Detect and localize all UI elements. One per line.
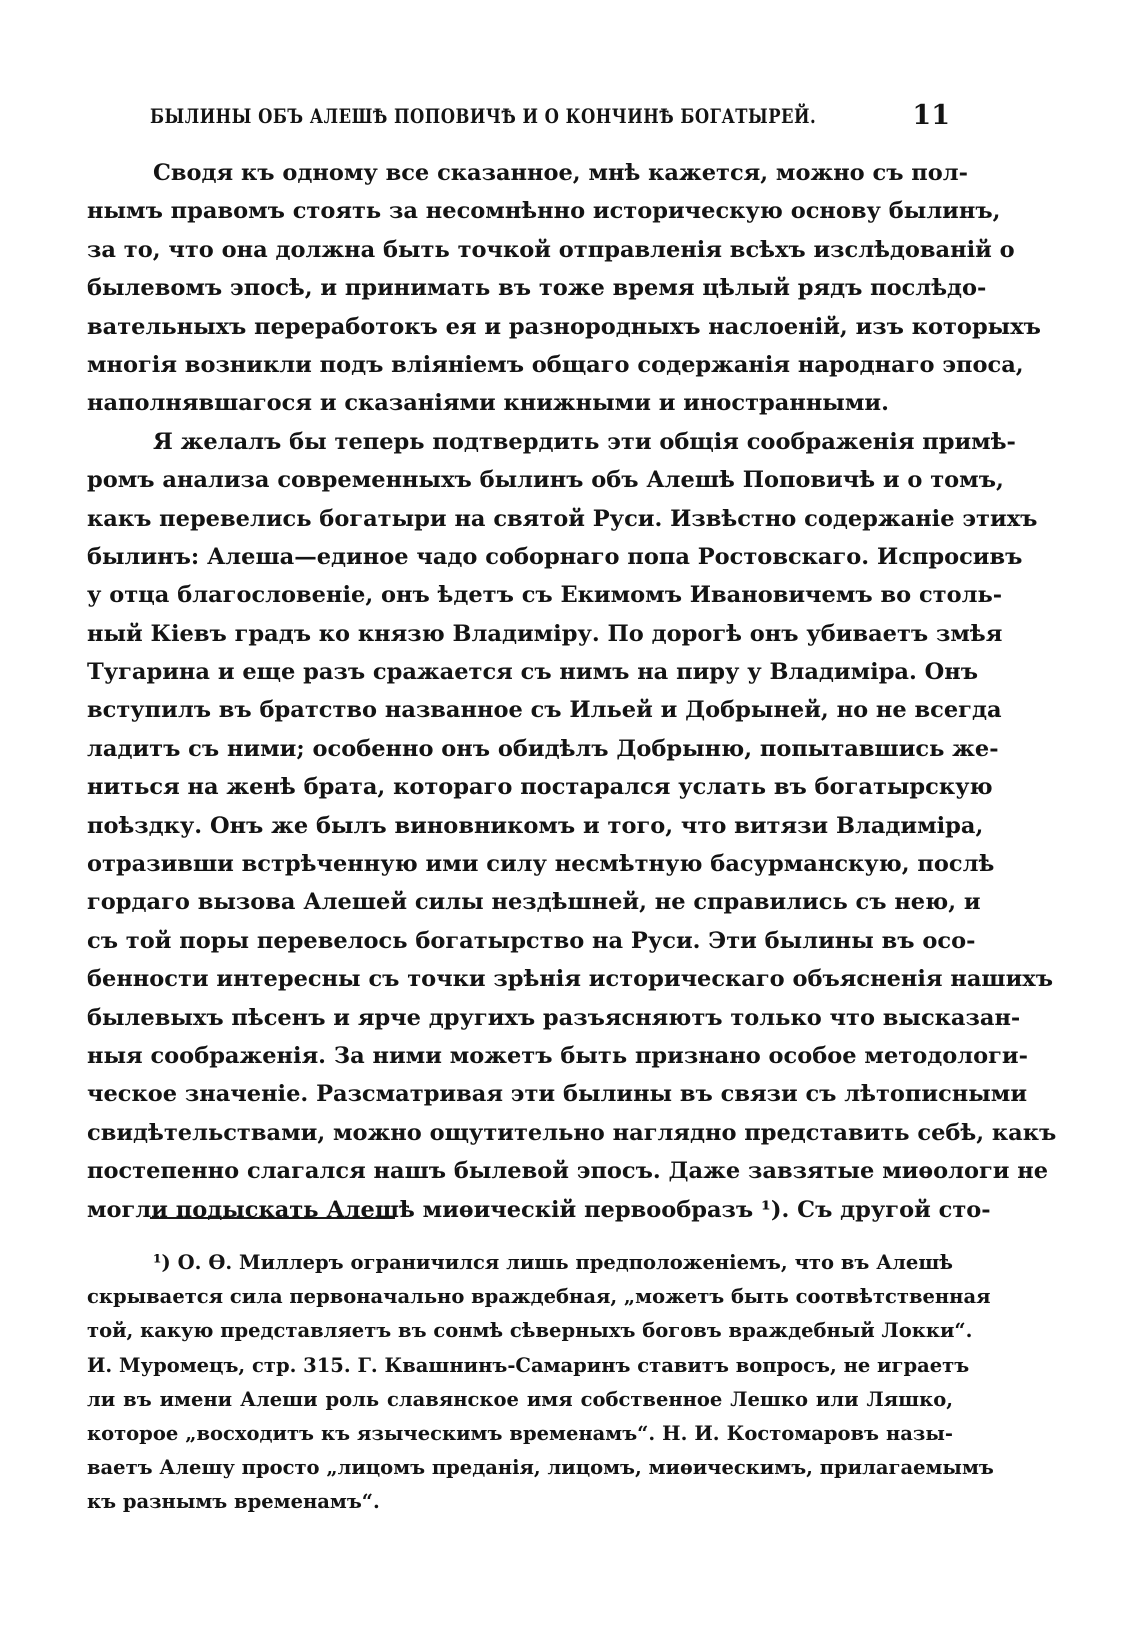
footnote-line: ¹) О. Ѳ. Миллеръ ограничился лишь предположеніемъ, что въ Алешѣ [153,1251,953,1274]
text-line: отразивши встрѣченную ими силу несмѣтную басурманскую, послѣ [87,851,995,878]
footnote-line: которое „восходитъ къ языческимъ временамъ“. Н. И. Костомаровъ назы- [87,1421,953,1445]
text-line: ниться на женѣ брата, котораго постарался услать въ богатырскую [87,774,993,801]
text-line: вступилъ въ братство названное съ Ильей и Добрыней, но не всегда [87,697,1002,724]
text-line: былевыхъ пѣсенъ и ярче другихъ разъясняютъ только что высказан- [87,1004,1021,1031]
footnote-divider [150,1217,395,1219]
footnote-line: ваетъ Алешу просто „лицомъ преданія, лицомъ, миѳическимъ, прилагаемымъ [87,1456,994,1480]
running-title: БЫЛИНЫ ОБЪ АЛЕШѢ ПОПОВИЧѢ И О КОНЧИНѢ БОГАТЫРЕЙ. [150,104,817,128]
text-line: былевомъ эпосѣ, и принимать въ тоже время цѣлый рядъ послѣдо- [87,275,987,302]
text-line: бенности интересны съ точки зрѣнія историческаго объясненія нашихъ [87,966,1053,993]
text-line: ческое значеніе. Разсматривая эти былины въ связи съ лѣтописными [87,1081,1028,1108]
text-line: ный Кіевъ градъ ко князю Владиміру. По дорогѣ онъ убиваетъ змѣя [87,620,1003,647]
page-number: 11 [912,100,950,131]
text-line: ладитъ съ ними; особенно онъ обидѣлъ Добрыню, попытавшись же- [87,735,999,762]
footnote [87,1246,994,1520]
text-line: могли подыскать Алешѣ миѳическій первообразъ ¹). Съ другой сто- [87,1196,991,1223]
text-line: какъ перевелись богатыри на святой Руси. Извѣстно содержаніе этихъ [87,505,1038,532]
text-line: вательныхъ переработокъ ея и разнородныхъ наслоеній, изъ которыхъ [87,313,1041,340]
footnote-line: скрывается сила первоначально враждебная, „можетъ быть соотвѣтственная [87,1285,991,1309]
text-line: нымъ правомъ стоять за несомнѣнно историческую основу былинъ, [87,198,1001,225]
footnote-line: ли въ имени Алеши роль славянское имя собственное Лешко или Ляшко, [87,1387,953,1411]
text-line: свидѣтельствами, можно ощутительно наглядно представить себѣ, какъ [87,1119,1057,1146]
text-line: Я желалъ бы теперь подтвердить эти общія соображенія примѣ- [153,428,1016,455]
footnote-line: къ разнымъ временамъ“. [87,1490,380,1514]
text-line: ныя соображенія. За ними можетъ быть признано особое методологи- [87,1042,1028,1069]
text-line: гордаго вызова Алешей силы нездѣшней, не справились съ нею, и [87,889,981,916]
text-line: ромъ анализа современныхъ былинъ объ Алешѣ Поповичѣ и о томъ, [87,467,1004,494]
text-line: Тугарина и еще разъ сражается съ нимъ на пиру у Владиміра. Онъ [87,659,979,686]
running-head [150,100,950,140]
footnote-line: той, какую представляетъ въ сонмѣ сѣверныхъ боговъ враждебный Локки“. [87,1319,973,1343]
text-line: съ той поры перевелось богатырство на Руси. Эти былины въ осо- [87,927,976,954]
footnote-line: И. Муромецъ, стр. 315. Г. Квашнинъ-Самаринъ ставитъ вопросъ, не играетъ [87,1353,970,1377]
text-line: наполнявшагося и сказаніями книжными и иностранными. [87,390,889,417]
main-text [87,154,1057,1229]
text-line: у отца благословеніе, онъ ѣдетъ съ Екимомъ Ивановичемъ во столь- [87,582,1003,609]
text-line: поѣздку. Онъ же былъ виновникомъ и того, что витязи Владиміра, [87,812,984,839]
text-line: Сводя къ одному все сказанное, мнѣ кажется, можно съ пол- [153,160,968,186]
text-line: постепенно слагался нашъ былевой эпосъ. Даже завзятые миѳологи не [87,1158,1049,1185]
text-line: былинъ: Алеша—единое чадо соборнаго попа Ростовскаго. Испросивъ [87,543,1023,570]
text-line: многія возникли подъ вліяніемъ общаго содержанія народнаго эпоса, [87,351,1024,378]
text-line: за то, что она должна быть точкой отправленія всѣхъ изслѣдованій о [87,236,1015,263]
